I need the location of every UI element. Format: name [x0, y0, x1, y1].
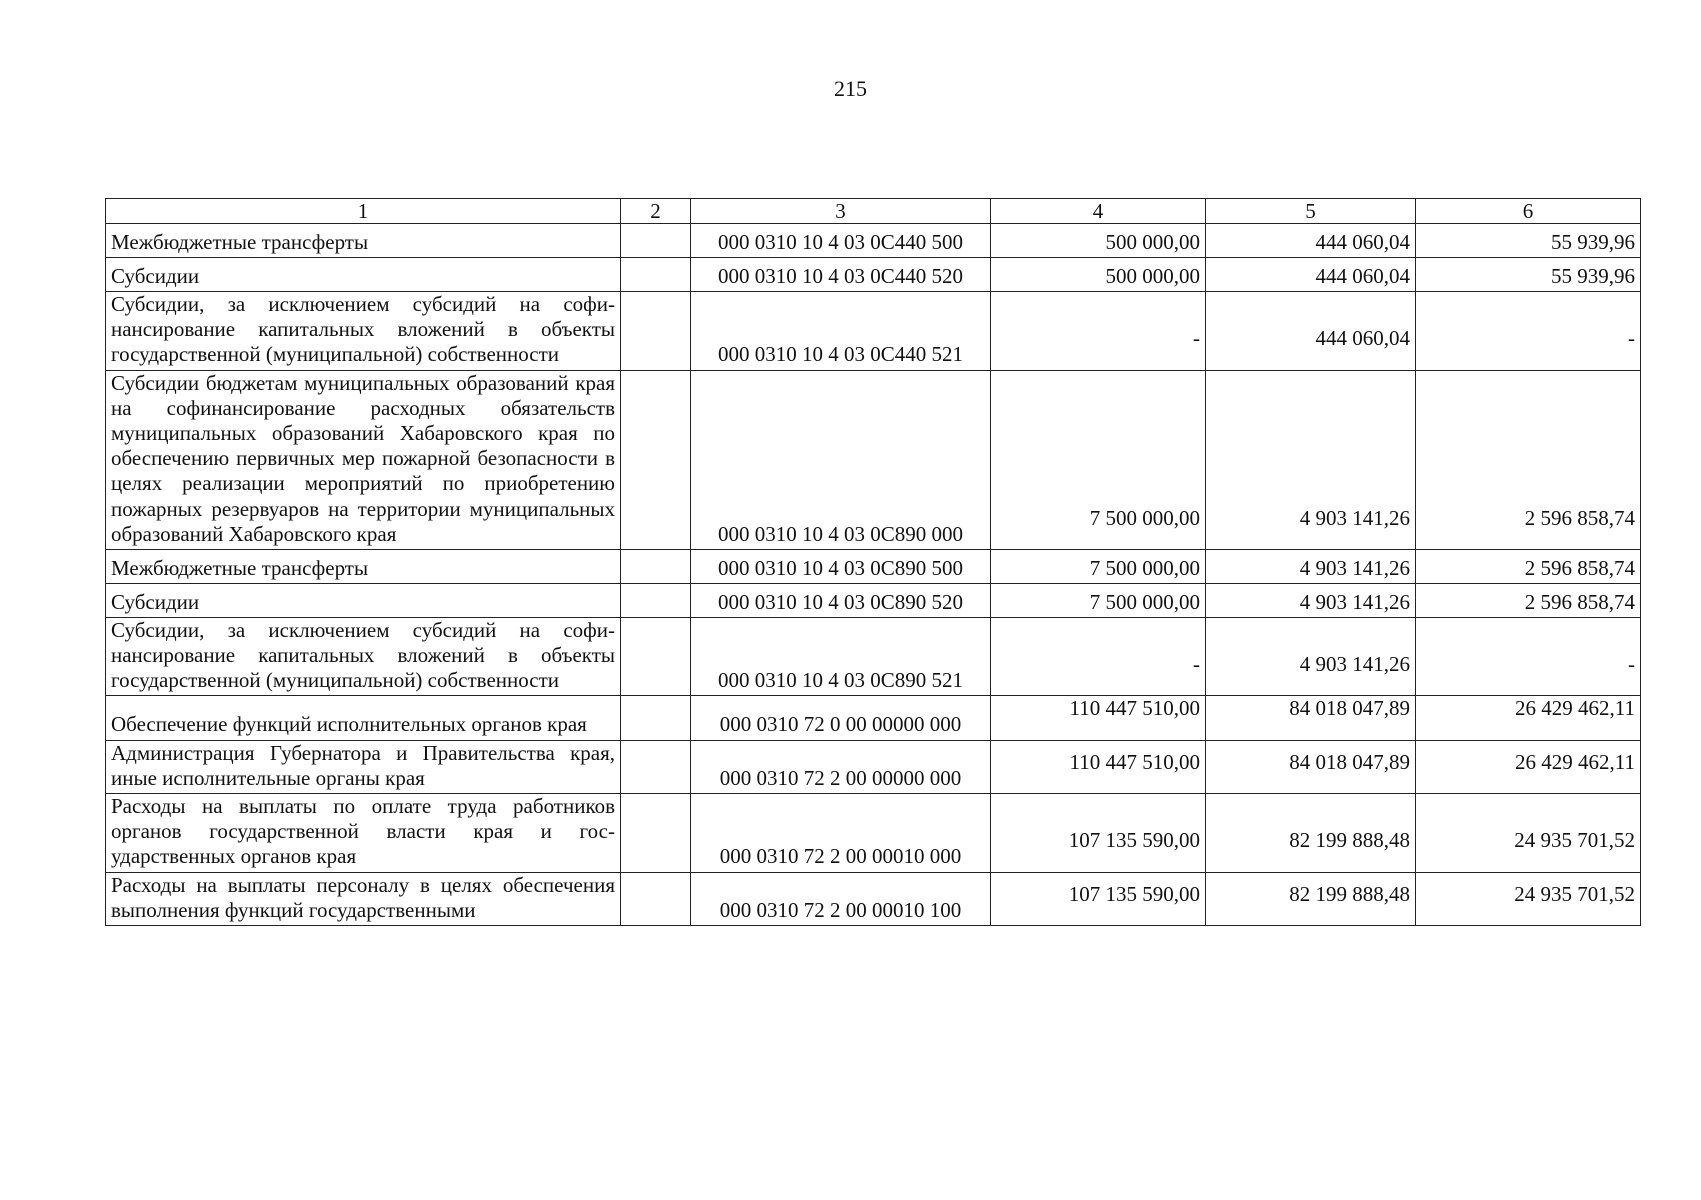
row-col2: [621, 258, 691, 292]
row-col2: [621, 617, 691, 696]
row-col2: [621, 583, 691, 617]
row-col6: 26 429 462,11: [1416, 696, 1641, 740]
row-code: 000 0310 10 4 03 0C440 521: [691, 292, 991, 371]
row-col2: [621, 292, 691, 371]
row-col2: [621, 696, 691, 740]
column-header-5: 5: [1206, 199, 1416, 224]
row-code: 000 0310 10 4 03 0C890 521: [691, 617, 991, 696]
page-number: 215: [834, 76, 867, 101]
row-col6: -: [1416, 617, 1641, 696]
row-col5: 444 060,04: [1206, 292, 1416, 371]
row-col6: 24 935 701,52: [1416, 794, 1641, 873]
row-col5: 4 903 141,26: [1206, 549, 1416, 583]
row-code: 000 0310 72 2 00 00000 000: [691, 740, 991, 793]
row-col5: 4 903 141,26: [1206, 370, 1416, 549]
row-col6: -: [1416, 292, 1641, 371]
row-col5: 82 199 888,48: [1206, 872, 1416, 925]
row-name: Межбюджетные трансферты: [106, 549, 621, 583]
table-row: [106, 617, 1641, 696]
row-col6: 2 596 858,74: [1416, 583, 1641, 617]
row-col2: [621, 794, 691, 873]
column-header-3: 3: [691, 199, 991, 224]
row-col2: [621, 224, 691, 258]
column-header-2: 2: [621, 199, 691, 224]
row-col4: -: [991, 617, 1206, 696]
row-name: Администрация Губернатора и Правительства края, иные исполнительные органы края: [106, 740, 621, 793]
table-row: [106, 696, 1641, 740]
row-col4: 7 500 000,00: [991, 583, 1206, 617]
row-code: 000 0310 10 4 03 0C440 500: [691, 224, 991, 258]
row-code: 000 0310 10 4 03 0C890 520: [691, 583, 991, 617]
row-col5: 444 060,04: [1206, 258, 1416, 292]
row-col4: 7 500 000,00: [991, 370, 1206, 549]
table-header-row: [106, 199, 1641, 224]
row-col2: [621, 740, 691, 793]
row-name: Субсидии, за исключением субсидий на софинансирование капитальных вложений в объекты государственной (муниципальной) собственности: [106, 292, 621, 371]
row-col4: 110 447 510,00: [991, 740, 1206, 793]
table-row: [106, 740, 1641, 793]
row-code: 000 0310 72 2 00 00010 000: [691, 794, 991, 873]
row-col4: 500 000,00: [991, 258, 1206, 292]
row-col4: 107 135 590,00: [991, 794, 1206, 873]
row-name: Обеспечение функций исполнительных органов края: [106, 696, 621, 740]
row-col5: 82 199 888,48: [1206, 794, 1416, 873]
table-row: [106, 549, 1641, 583]
row-code: 000 0310 10 4 03 0C890 500: [691, 549, 991, 583]
table-row: [106, 794, 1641, 873]
row-name: Субсидии бюджетам муниципальных образований края на софинансирование расходных обязательств муниципальных образований Хабаровского края по обеспечению первичных мер пожарной безопасности в целях реализации мероприятий по приобретению пожарных резервуаров на территории муниципальных образований Хабаровского края: [106, 370, 621, 549]
row-code: 000 0310 72 0 00 00000 000: [691, 696, 991, 740]
row-name: Субсидии: [106, 258, 621, 292]
row-col2: [621, 872, 691, 925]
row-col4: 107 135 590,00: [991, 872, 1206, 925]
row-col5: 4 903 141,26: [1206, 583, 1416, 617]
row-col6: 24 935 701,52: [1416, 872, 1641, 925]
row-col5: 84 018 047,89: [1206, 740, 1416, 793]
row-col4: 500 000,00: [991, 224, 1206, 258]
row-col5: 84 018 047,89: [1206, 696, 1416, 740]
row-name: Расходы на выплаты по оплате труда работников органов государственной власти края и государственных органов края: [106, 794, 621, 873]
row-col2: [621, 370, 691, 549]
row-col5: 4 903 141,26: [1206, 617, 1416, 696]
column-header-6: 6: [1416, 199, 1641, 224]
row-code: 000 0310 10 4 03 0C440 520: [691, 258, 991, 292]
row-code: 000 0310 10 4 03 0C890 000: [691, 370, 991, 549]
column-header-4: 4: [991, 199, 1206, 224]
row-code: 000 0310 72 2 00 00010 100: [691, 872, 991, 925]
row-name: Субсидии, за исключением субсидий на софинансирование капитальных вложений в объекты государственной (муниципальной) собственности: [106, 617, 621, 696]
table-row: [106, 370, 1641, 549]
budget-execution-table: [105, 198, 1641, 926]
table-row: [106, 583, 1641, 617]
row-col4: -: [991, 292, 1206, 371]
row-name: Межбюджетные трансферты: [106, 224, 621, 258]
table-row: [106, 872, 1641, 925]
row-col6: 55 939,96: [1416, 258, 1641, 292]
row-name: Субсидии: [106, 583, 621, 617]
row-col2: [621, 549, 691, 583]
column-header-1: 1: [106, 199, 621, 224]
table-row: [106, 258, 1641, 292]
row-col6: 2 596 858,74: [1416, 370, 1641, 549]
row-col6: 26 429 462,11: [1416, 740, 1641, 793]
table-row: [106, 224, 1641, 258]
row-name: Расходы на выплаты персоналу в целях обеспечения выполнения функций государственными: [106, 872, 621, 925]
table-row: [106, 292, 1641, 371]
row-col6: 2 596 858,74: [1416, 549, 1641, 583]
row-col6: 55 939,96: [1416, 224, 1641, 258]
row-col4: 110 447 510,00: [991, 696, 1206, 740]
row-col5: 444 060,04: [1206, 224, 1416, 258]
row-col4: 7 500 000,00: [991, 549, 1206, 583]
